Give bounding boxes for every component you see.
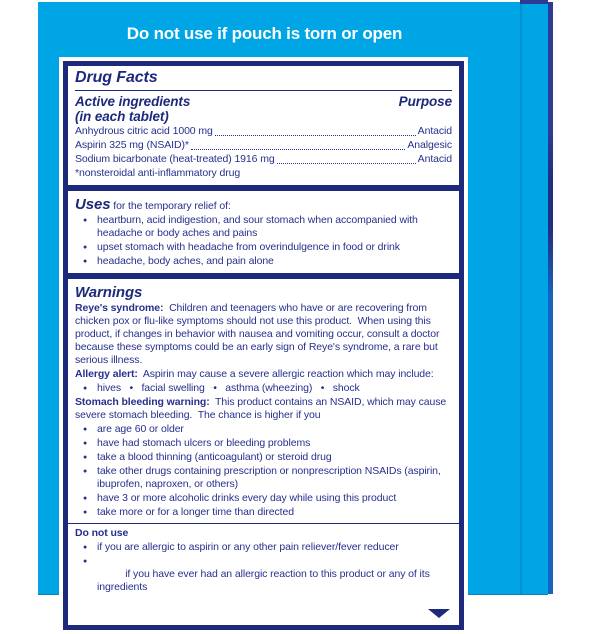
allergy-alert-text: Aspirin may cause a severe allergic reaction which may include: (137, 368, 434, 380)
allergy-symptoms-row: ● hives • facial swelling • asthma (wheezing) • shock (75, 382, 452, 395)
do-not-use-bullet-text: if you have ever had an allergic reaction to this product or any of its ingredients (97, 568, 433, 593)
pouch-warning-banner: Do not use if pouch is torn or open (126, 24, 403, 43)
package-fold-line (520, 2, 522, 594)
dotted-leader (215, 135, 416, 136)
allergy-alert-paragraph (75, 368, 452, 381)
uses-bullet: ● upset stomach with headache from overindulgence in food or drink (75, 241, 452, 254)
ingredient-purpose: Antacid (417, 125, 452, 137)
divider-thin (68, 523, 459, 524)
drug-facts-title: Drug Facts (75, 69, 158, 86)
reyes-syndrome-paragraph (75, 302, 452, 367)
do-not-use-heading: Do not use (75, 527, 129, 539)
do-not-use-bullet (75, 555, 452, 620)
stomach-bullet: ● are age 60 or older (75, 423, 452, 436)
active-ingredients-header (75, 94, 452, 124)
stomach-bleeding-text: This product contains an NSAID, which may cause severe stomach bleeding. The chance is higher if you (75, 396, 449, 421)
allergy-alert-label: Allergy alert: (75, 368, 138, 380)
uses-section (75, 196, 452, 268)
dotted-leader (191, 149, 406, 150)
dotted-leader (277, 163, 416, 164)
package-right-edge (548, 2, 553, 594)
stomach-bullet: ● take more or for a longer time than directed (75, 506, 452, 519)
purpose-label: Purpose (398, 94, 452, 109)
ingredient-name: Aspirin 325 mg (NSAID)* (75, 139, 189, 151)
nsaid-footnote: *nonsteroidal anti-inflammatory drug (75, 167, 241, 179)
stomach-bleeding-label: Stomach bleeding warning: (75, 396, 210, 408)
stomach-bullet: ● have had stomach ulcers or bleeding problems (75, 437, 452, 450)
ingredient-row (75, 153, 452, 166)
stomach-bullet: ● have 3 or more alcoholic drinks every day while using this product (75, 492, 452, 505)
drug-facts-panel (63, 61, 464, 630)
ingredient-purpose: Antacid (417, 153, 452, 165)
drug-facts-frame (59, 57, 468, 634)
reyes-syndrome-label: Reye's syndrome: (75, 302, 164, 314)
active-ingredients-subheading: (in each tablet) (75, 109, 169, 124)
section-divider-bar (68, 273, 459, 279)
uses-heading: Uses (75, 196, 111, 213)
stomach-bullet: ● take other drugs containing prescription or nonprescription NSAIDs (aspirin, ibuprofen, naproxen, or others) (75, 465, 452, 491)
package-edge-notch (520, 0, 548, 4)
active-ingredients-label: Active ingredients (75, 94, 191, 109)
ingredient-purpose: Analgesic (407, 139, 452, 151)
ingredient-name: Anhydrous citric acid 1000 mg (75, 125, 213, 137)
divider-thin (75, 90, 452, 91)
ingredient-row (75, 139, 452, 152)
warnings-heading: Warnings (75, 284, 143, 301)
ingredient-row (75, 125, 452, 138)
ingredient-name: Sodium bicarbonate (heat-treated) 1916 mg (75, 153, 275, 165)
warnings-section (75, 284, 452, 620)
pouch-package-front (38, 2, 548, 595)
continued-arrow-icon (428, 609, 450, 618)
uses-intro: for the temporary relief of: (110, 200, 231, 212)
reyes-syndrome-text: Children and teenagers who have or are recovering from chicken pox or flu-like symptoms should not use this product. When using this product, if changes in behavior with nausea and vomiting occur, consult a doctor because these symptoms could be an early sign of Reye's syndrome, a rare but serious illness. (75, 302, 443, 366)
uses-bullet: ● heartburn, acid indigestion, and sour stomach when accompanied with headache or body aches and pains (75, 214, 452, 240)
do-not-use-bullet: ● if you are allergic to aspirin or any other pain reliever/fever reducer (75, 541, 452, 554)
uses-bullet: ● headache, body aches, and pain alone (75, 255, 452, 268)
stomach-bleeding-paragraph (75, 396, 452, 422)
stomach-bullet: ● take a blood thinning (anticoagulant) or steroid drug (75, 451, 452, 464)
section-divider-bar (68, 185, 459, 191)
active-ingredients-heading (75, 94, 190, 124)
